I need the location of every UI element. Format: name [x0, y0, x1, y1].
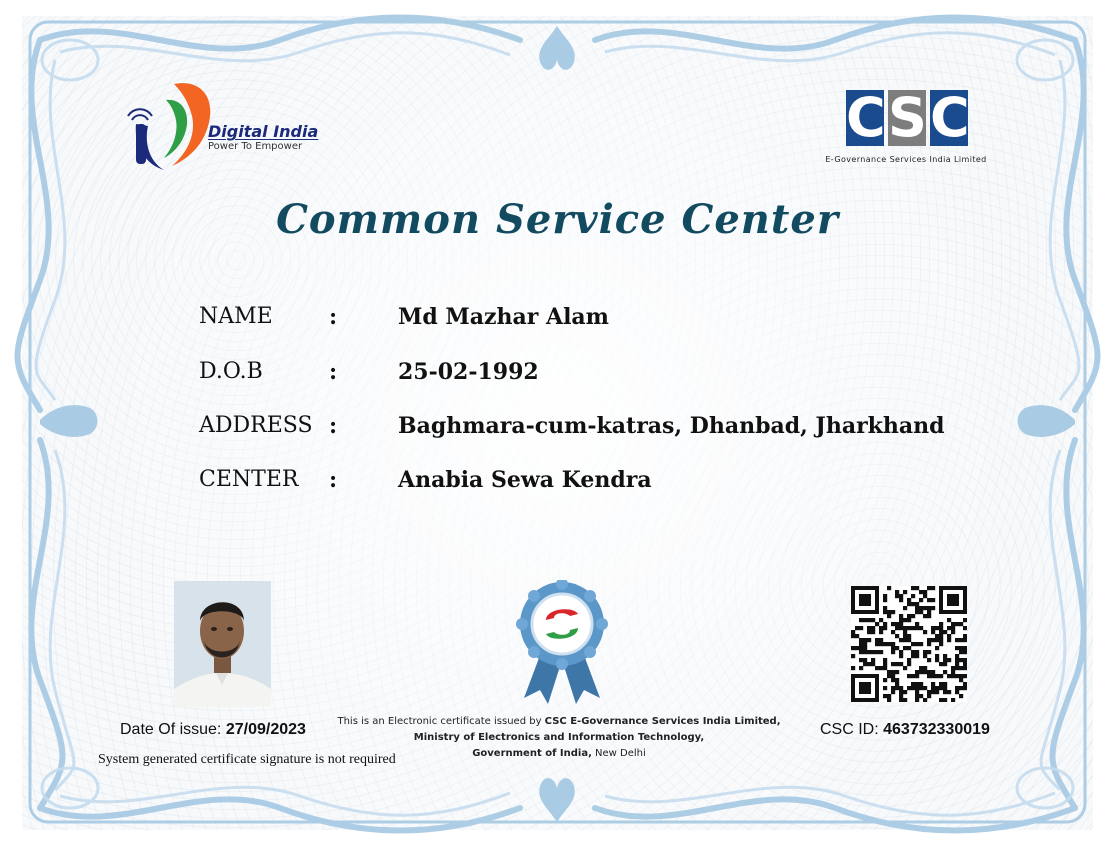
field-label: D.O.B	[199, 359, 263, 384]
csc-letter-c2: C	[930, 86, 970, 149]
field-value: Anabia Sewa Kendra	[398, 467, 652, 493]
field-colon: :	[329, 413, 338, 439]
field-label: NAME	[199, 304, 273, 329]
system-generated-note: System generated certificate signature is not required	[98, 752, 396, 767]
field-colon: :	[329, 359, 338, 385]
csc-logo	[846, 86, 970, 149]
field-colon: :	[329, 467, 338, 493]
csc-subtitle: E-Governance Services India Limited	[825, 155, 987, 164]
csc-letter-s: S	[888, 86, 927, 149]
field-value: 25-02-1992	[398, 359, 539, 385]
issue-date-value: 27/09/2023	[225, 721, 306, 738]
note-govt: Government of India,	[472, 748, 592, 759]
note-ministry: Ministry of Electronics and Information Technology,	[413, 732, 705, 743]
field-value: Baghmara-cum-katras, Dhanbad, Jharkhand	[398, 413, 945, 439]
digital-india-tagline: Power To Empower	[208, 141, 303, 152]
csc-letter-c1: C	[846, 86, 886, 149]
csc-id-line	[820, 721, 990, 739]
ribbon-badge-icon	[512, 580, 612, 706]
issue-date-line	[120, 721, 306, 739]
note-issuer: CSC E-Governance Services India Limited,	[544, 716, 781, 727]
electronic-certificate-note	[330, 714, 788, 762]
field-label: CENTER	[199, 467, 299, 492]
issue-date-label: Date Of issue:	[120, 721, 226, 738]
field-value: Md Mazhar Alam	[398, 304, 609, 330]
note-pre: This is an Electronic certificate issued by	[337, 716, 545, 727]
user-photo	[174, 581, 271, 707]
field-colon: :	[329, 304, 338, 330]
csc-id-label: CSC ID:	[820, 721, 884, 738]
digital-india-title: Digital India	[208, 122, 319, 141]
certificate-title: Common Service Center	[276, 196, 839, 243]
note-city: New Delhi	[591, 748, 646, 759]
field-label: ADDRESS	[199, 413, 313, 438]
csc-id-value: 463732330019	[883, 721, 990, 738]
qr-code	[851, 586, 967, 702]
